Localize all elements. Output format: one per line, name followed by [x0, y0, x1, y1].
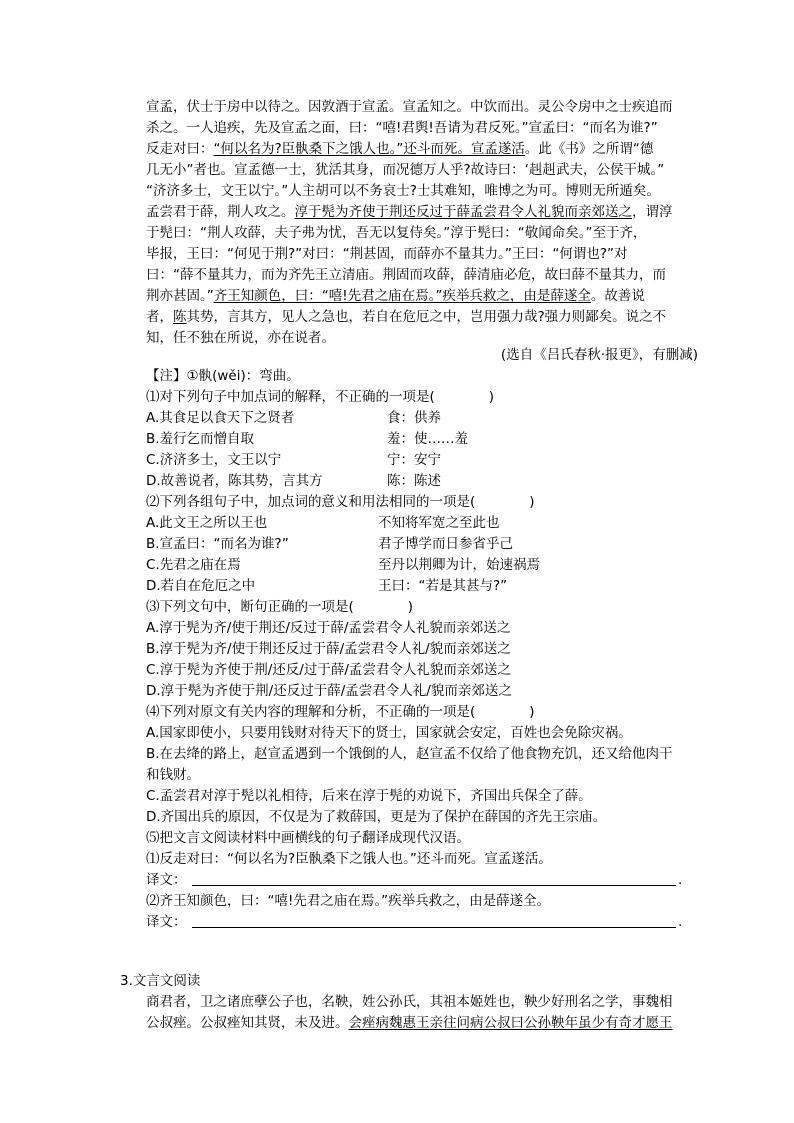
passage-text-run: 杀之。一人追疾，先及宣孟之面，曰：“嘻!君舆!吾请为君反死。”宣孟曰：“而名为谁?” [146, 120, 658, 136]
passage-text-run: 知，任不独在所说，亦在说者。 [146, 330, 335, 346]
q5-sentence-1: ⑴反走对曰：“何以名为?臣骫桑下之饿人也。”还斗而死。宣孟遂活。 [146, 851, 552, 867]
q1-option-a: A.其食足以食天下之贤者 [146, 410, 295, 426]
passage-text-run: 者， [146, 309, 173, 325]
passage-line [146, 308, 666, 326]
passage-text-run: 荆亦甚固。” [146, 288, 214, 304]
underlined-sentence: 淳于髡为齐使于荆还反过于薛孟尝君令人礼貌而亲郊送之 [294, 204, 632, 220]
translation-answer-line-2[interactable] [192, 927, 676, 928]
passage-text-run: 孟尝君于薛，荆人攻之。 [146, 204, 295, 220]
passage-line [146, 266, 666, 284]
q1-option-b: B.羞行乞而憎自取 [146, 431, 255, 447]
section-3-line-2-plain: 公叔痤。公叔痤知其贤，未及进。 [146, 1015, 349, 1031]
passage-line [146, 182, 660, 200]
passage-text-run: 其势，言其方，见人之急也，若自在危厄之中，岂用强力哉?强力则鄙矣。说之不 [186, 309, 667, 325]
passage-text-run: 。此《书》之所谓“德 [524, 141, 654, 157]
passage-text-run: 几无小”者也。宣孟德一士，犹活其身，而况德万人乎?故诗曰：‘赳赳武夫，公侯干城。” [146, 162, 665, 178]
passage-text-run: “济济多士，文王以宁。”人主胡可以不务哀士?士其难知，唯博之为可。博则无所遁矣。 [146, 183, 660, 199]
passage-text-run: 。故善说 [590, 288, 645, 304]
passage-line [146, 329, 335, 347]
passage-text-run: 反走对曰： [146, 141, 214, 157]
passage-line [146, 98, 673, 116]
q1-option-d-gloss: 陈：陈述 [387, 473, 441, 489]
passage-line [146, 224, 646, 242]
underlined-sentence: “何以名为?臣骫桑下之饿人也。”还斗而死。宣孟遂活 [213, 141, 525, 157]
passage-text-run: 于髡曰：“荆人攻薛，夫子弗为忧，吾无以复侍矣。”淳于髡曰：“敬闻命矣。”至于齐， [146, 225, 647, 241]
translation-end-mark-2: . [678, 914, 683, 930]
q3-option-c: C.淳于髡为齐使于荆/还反/过于薛/孟尝君令人礼貌而亲郊送之 [146, 662, 511, 678]
q3-option-a: A.淳于髡为齐/使于荆还/反过于薛/孟尝君令人礼貌而亲郊送之 [146, 620, 511, 636]
q4-option-b-cont: 和钱财。 [146, 767, 200, 783]
passage-text-run: 曰：“薛不量其力，而为齐先王立清庙。荆固而攻薛，薛清庙必危，故曰薛不量其力，而 [146, 267, 666, 283]
q2-option-a: A.此文王之所以王也 [146, 515, 268, 531]
q4-option-d: D.齐国出兵的原因，不仅是为了救薛国，更是为了保护在薛国的齐先王宗庙。 [146, 809, 607, 825]
source-citation: (选自《吕氏春秋·报更》，有删减) [500, 347, 698, 363]
passage-text-run: ，谓淳 [632, 204, 673, 220]
passage-line [146, 203, 673, 221]
q5-sentence-2: ⑵齐王知颜色，曰：“嘻!先君之庙在焉。”疾举兵救之，由是薛遂全。 [146, 893, 551, 909]
question-5-stem: ⑸把文言文阅读材料中画横线的句子翻译成现代汉语。 [146, 830, 470, 846]
annotation-note: 【注】①骫(wěi)：弯曲。 [146, 368, 300, 384]
section-3-line-2 [146, 1014, 673, 1032]
q2-option-b-pair: 君子博学而日参省乎己 [378, 536, 513, 552]
q1-option-c: C.济济多士，文王以宁 [146, 452, 282, 468]
passage-text-run: 宣孟，伏士于房中以待之。因敦酒于宣孟。宣孟知之。中饮而出。灵公令房中之士疾追而 [146, 99, 673, 115]
q4-option-b: B.在去绛的路上，赵宣孟遇到一个饿倒的人，赵宣孟不仅给了他食物充饥，还又给他肉干 [146, 746, 673, 762]
section-3-line-2-underlined: 会痤病魏惠王亲往问病公叔曰公孙鞅年虽少有奇才愿王 [348, 1015, 673, 1031]
q1-option-a-gloss: 食：供养 [387, 410, 441, 426]
q3-option-d: D.淳于髡为齐使于荆/还反过于薛/孟尝君令人礼/貌而亲郊送之 [146, 683, 512, 699]
section-3-line-1: 商君者，卫之诸庶孽公子也，名鞅，姓公孙氏，其祖本姬姓也，鞅少好刑名之学，事魏相 [146, 994, 673, 1010]
q3-option-b: B.淳于髡为齐/使于荆还反过于薛/孟尝君令人礼/貌而亲郊送之 [146, 641, 511, 657]
passage-line [146, 161, 664, 179]
question-1-stem: ⑴对下列句子中加点词的解释，不正确的一项是( ) [146, 389, 495, 405]
q2-option-b: B.宣孟曰：“而名为谁?” [146, 536, 289, 552]
q2-option-d: D.若自在危厄之中 [146, 578, 256, 594]
question-2-stem: ⑵下列各组句子中，加点词的意义和用法相同的一项是( ) [146, 494, 535, 510]
q1-option-b-gloss: 羞：使……羞 [387, 431, 468, 447]
q2-option-c: C.先君之庙在焉 [146, 557, 241, 573]
q2-option-a-pair: 不知将军宽之至此也 [378, 515, 500, 531]
q4-option-c: C.孟尝君对淳于髡以礼相待，后来在淳于髡的劝说下，齐国出兵保全了薛。 [146, 788, 592, 804]
underlined-sentence: 齐王知颜色，曰：“嘻!先君之庙在焉。”疾举兵救之，由是薛遂全 [213, 288, 591, 304]
q2-option-d-pair: 王曰：“若是其甚与?” [378, 578, 508, 594]
underlined-sentence: 陈 [173, 309, 187, 325]
passage-line [146, 119, 658, 137]
question-3-stem: ⑶下列文句中，断句正确的一项是( ) [146, 599, 414, 615]
q1-option-c-gloss: 宁：安宁 [387, 452, 441, 468]
q2-option-c-pair: 至丹以荆卿为计，始速祸焉 [378, 557, 540, 573]
q5-translation-label-1: 译文： [146, 872, 187, 888]
q5-translation-label-2: 译文： [146, 914, 187, 930]
q4-option-a: A.国家即使小，只要用钱财对待天下的贤士，国家就会安定，百姓也会免除灾祸。 [146, 725, 632, 741]
passage-line [146, 287, 645, 305]
q1-option-d: D.故善说者，陈其势，言其方 [146, 473, 323, 489]
passage-line [146, 140, 653, 158]
translation-answer-line-1[interactable] [192, 885, 676, 886]
question-4-stem: ⑷下列对原文有关内容的理解和分析，不正确的一项是( ) [146, 704, 535, 720]
passage-text-run: 毕报，王曰：“何见于荆?”对曰：“荆甚固，而薛亦不量其力。”王曰：“何谓也?”对 [146, 246, 628, 262]
translation-end-mark-1: . [678, 872, 683, 888]
passage-line [146, 245, 628, 263]
section-3-heading: 3.文言文阅读 [120, 973, 201, 989]
